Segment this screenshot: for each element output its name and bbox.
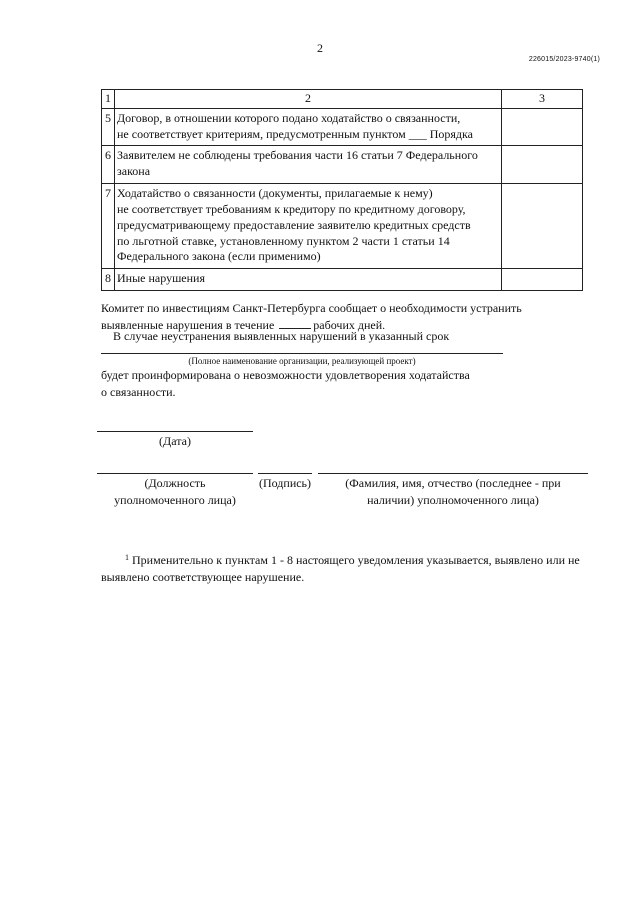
full-name-line <box>318 473 588 474</box>
notice-line-2-start: выявленные нарушения в течение <box>101 317 275 332</box>
footnote-marker: 1 <box>125 553 129 562</box>
footnote <box>101 552 606 587</box>
notice-line-2-end: рабочих дней. <box>313 317 386 332</box>
row-text-line: по льготной ставке, установленному пунктом 2 части 1 статьи 14 <box>117 233 450 248</box>
position-caption <box>97 475 253 509</box>
table-row <box>102 269 583 291</box>
full-name-caption-line-1: (Фамилия, имя, отчество (последнее - при <box>345 476 561 490</box>
header-col-1: 1 <box>102 90 115 109</box>
row-text-line: не соответствует критериям, предусмотренным пунктом ___ Порядка <box>117 126 473 141</box>
signature-caption: (Подпись) <box>258 476 312 490</box>
org-name-caption: (Полное наименование организации, реализующей проект) <box>188 356 416 366</box>
row-text <box>115 108 502 146</box>
row-text-line: не соответствует требованиям к кредитору по кредитному договору, <box>117 201 466 216</box>
inform-line-2: о связанности. <box>101 384 176 399</box>
footnote-text: Применительно к пунктам 1 - 8 настоящего уведомления указывается, выявлено или не выявлено соответствующее нарушение. <box>101 553 580 585</box>
row-text-line: Заявителем не соблюдены требования части 16 статьи 7 Федерального <box>117 148 478 163</box>
notice-line-1: Комитет по инвестициям Санкт-Петербурга сообщает о необходимости устранить <box>101 301 522 315</box>
full-name-caption <box>318 475 588 509</box>
row-number: 7 <box>102 184 115 269</box>
inform-line-1: будет проинформирована о невозможности удовлетворения ходатайства <box>101 368 470 382</box>
position-caption-line-1: (Должность <box>144 476 206 490</box>
row-text-line: Иные нарушения <box>117 271 205 286</box>
violations-table <box>101 89 583 291</box>
page-number: 2 <box>317 41 323 55</box>
inform-paragraph <box>101 367 581 401</box>
row-text-line: предусматривающему предоставление заявителю кредитных средств <box>117 217 471 232</box>
row-text-line: закона <box>117 164 151 179</box>
header-col-3: 3 <box>502 90 583 109</box>
position-line <box>97 473 253 474</box>
position-caption-line-2: уполномоченного лица) <box>114 492 236 507</box>
failure-clause: В случае неустранения выявленных нарушений в указанный срок <box>113 329 450 343</box>
row-text <box>115 184 502 269</box>
row-text <box>115 269 502 291</box>
row-number: 6 <box>102 146 115 184</box>
row-number: 5 <box>102 108 115 146</box>
full-name-caption-line-2: наличии) уполномоченного лица) <box>367 492 539 507</box>
table-row <box>102 184 583 269</box>
row-text-line: Ходатайство о связанности (документы, прилагаемые к нему) <box>117 186 433 201</box>
org-name-line <box>101 353 503 354</box>
row-mark-cell <box>502 108 583 146</box>
table-row <box>102 108 583 146</box>
row-text <box>115 146 502 184</box>
table-row <box>102 146 583 184</box>
row-number: 8 <box>102 269 115 291</box>
header-col-2: 2 <box>115 90 502 109</box>
row-mark-cell <box>502 184 583 269</box>
days-blank <box>279 317 311 329</box>
row-mark-cell <box>502 146 583 184</box>
row-mark-cell <box>502 269 583 291</box>
row-text-line: Договор, в отношении которого подано ходатайство о связанности, <box>117 110 461 125</box>
document-id: 226015/2023-9740(1) <box>528 56 600 63</box>
row-text-line: Федерального закона (если применимо) <box>117 249 321 264</box>
date-caption: (Дата) <box>159 434 191 448</box>
date-line <box>97 431 253 432</box>
table-header-row <box>102 90 583 109</box>
signature-line <box>258 473 312 474</box>
